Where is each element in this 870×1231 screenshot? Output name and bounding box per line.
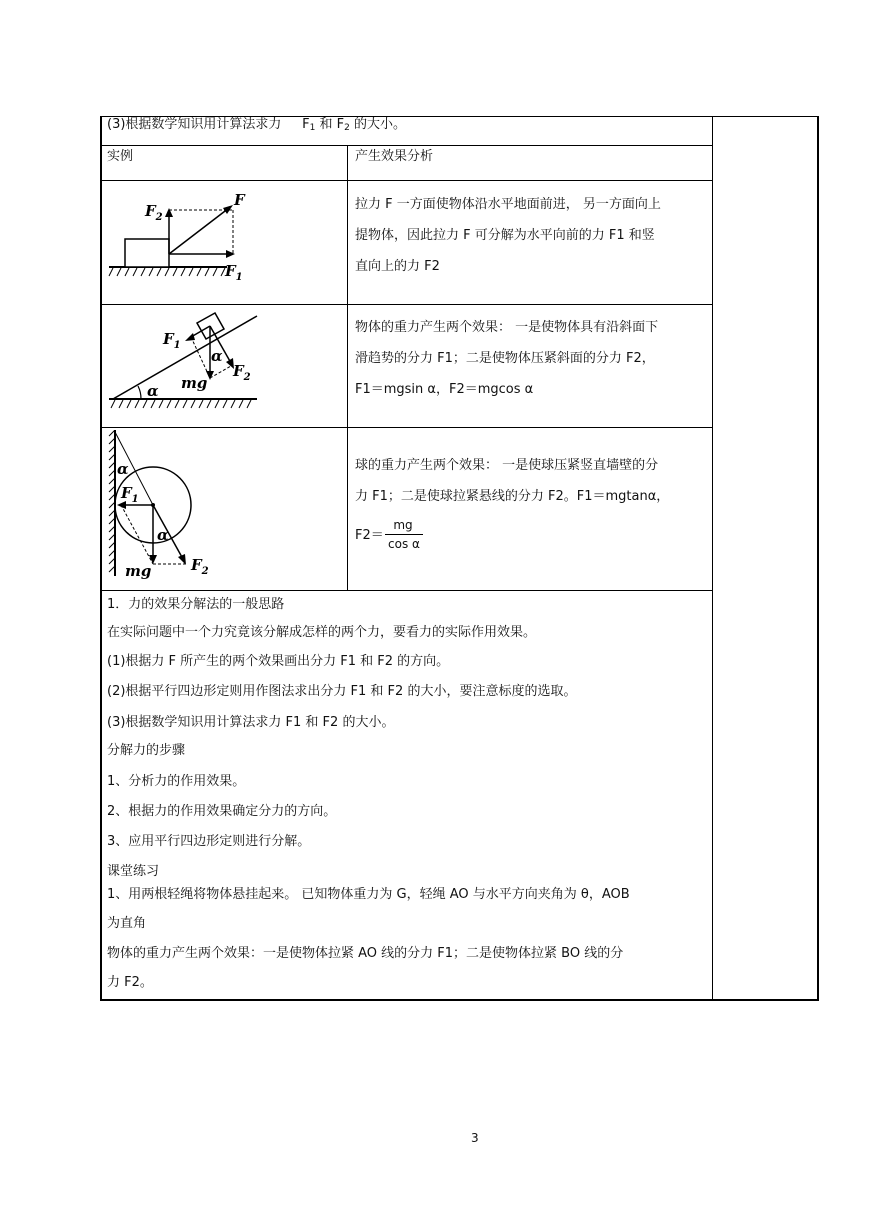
column-divider: [347, 145, 348, 591]
figure-ball-against-wall: [107, 430, 217, 582]
row-separator: [101, 180, 713, 181]
row-separator: [101, 590, 713, 591]
fig2-label-F2: $F_2$: [233, 362, 251, 383]
body-line-3: (1)根据力 F 所产生的两个效果画出分力 F1 和 F2 的方向。: [107, 654, 450, 669]
row1-line2: 提物体，因此拉力 F 可分解为水平向前的力 F1 和竖: [355, 228, 655, 243]
table-head-example: 实例: [107, 149, 134, 164]
fig3-label-F2: $F_2$: [191, 556, 209, 577]
row1-line3: 直向上的力 F2: [355, 259, 440, 274]
figure-incline: [107, 308, 262, 413]
fig2-label-F1: $F_1$: [163, 330, 181, 351]
row-separator: [101, 427, 713, 428]
table-inner-right-divider: [712, 116, 713, 1001]
body-line-2: 在实际问题中一个力究竟该分解成怎样的两个力，要看力的实际作用效果。: [107, 625, 537, 640]
fig1-label-F1: $F_1$: [225, 262, 243, 283]
body-line-14: 力 F2。: [107, 975, 153, 990]
row1-line1: 拉力 F 一方面使物体沿水平地面前进， 另一方面向上: [355, 197, 661, 212]
fig2-label-mg: mg: [181, 374, 208, 392]
page-number: 3: [471, 1131, 479, 1145]
fig3-label-F1: $F_1$: [121, 484, 139, 505]
header-row-text: (3)根据数学知识用计算法求力 $F_1$ 和 $F_2$ 的大小。: [107, 117, 406, 133]
fig3-label-mg: mg: [125, 562, 152, 580]
fig3-label-alpha-top: α: [117, 460, 129, 478]
row3-fraction-numerator: mg: [393, 518, 413, 532]
figure-horizontal-pull: [107, 188, 252, 283]
fig1-label-F2: $F_2$: [145, 202, 163, 223]
table-right-border: [817, 116, 819, 1001]
body-line-5: (3)根据数学知识用计算法求力 F1 和 F2 的大小。: [107, 715, 395, 730]
body-line-6: 分解力的步骤: [107, 743, 186, 758]
body-line-12: 为直角: [107, 916, 147, 931]
row2-line2: 滑趋势的分力 F1；二是使物体压紧斜面的分力 F2，: [355, 351, 655, 366]
body-line-7: 1、分析力的作用效果。: [107, 774, 246, 789]
body-line-10: 课堂练习: [107, 864, 160, 879]
row2-line1: 物体的重力产生两个效果： 一是使物体具有沿斜面下: [355, 320, 659, 335]
row3-line1: 球的重力产生两个效果： 一是使球压紧竖直墙壁的分: [355, 458, 659, 473]
row3-formula-prefix: F2＝: [355, 528, 384, 543]
body-line-9: 3、应用平行四边形定则进行分解。: [107, 834, 311, 849]
body-line-4: (2)根据平行四边形定则用作图法求出分力 F1 和 F2 的大小，要注意标度的选取。: [107, 684, 577, 699]
fig1-label-F: F: [234, 191, 245, 209]
table-head-analysis: 产生效果分析: [355, 149, 434, 164]
row3-fraction-denominator: cos α: [388, 537, 420, 551]
body-line-11: 1、用两根轻绳将物体悬挂起来。 已知物体重力为 G，轻绳 AO 与水平方向夹角为 θ，AOB: [107, 887, 630, 902]
body-line-1: 1．力的效果分解法的一般思路: [107, 597, 285, 612]
row2-line3: F1＝mgsin α，F2＝mgcos α: [355, 382, 534, 397]
body-line-13: 物体的重力产生两个效果：一是使物体拉紧 AO 线的分力 F1；二是使物体拉紧 BO 线的分: [107, 946, 624, 961]
row-separator: [101, 145, 713, 146]
fig2-label-alpha-top: α: [211, 347, 223, 365]
fig2-label-alpha-bottom: α: [147, 382, 159, 400]
row3-fraction-bar: [385, 534, 423, 535]
body-line-8: 2、根据力的作用效果确定分力的方向。: [107, 804, 337, 819]
table-left-border: [100, 116, 102, 1001]
row3-line2: 力 F1；二是使球拉紧悬线的分力 F2。F1＝mgtanα，: [355, 489, 670, 504]
table-bottom-border: [100, 999, 818, 1001]
row-separator: [101, 304, 713, 305]
fig3-label-alpha: α: [157, 526, 169, 544]
